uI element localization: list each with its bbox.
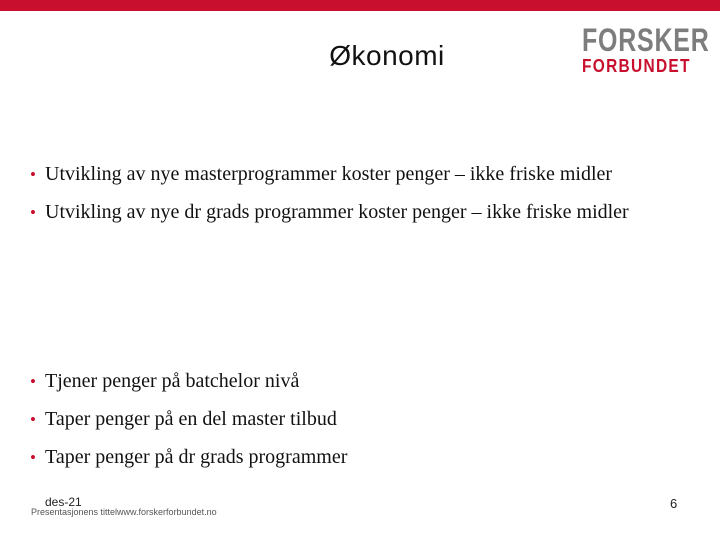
bullet-text: Utvikling av nye masterprogrammer koster penger – ikke friske midler [45, 163, 613, 185]
bullet-dot-icon: • [30, 372, 36, 391]
bullet-item [30, 443, 695, 472]
bullet-text: Utvikling av nye dr grads programmer koster penger – ikke friske midler [45, 201, 629, 223]
bullet-dot-icon: • [30, 165, 36, 184]
bullet-item [30, 367, 695, 396]
bullet-item [30, 405, 695, 434]
bullet-item [30, 160, 695, 189]
logo-line-forsker: FORSKER [582, 22, 710, 58]
bullet-dot-icon: • [30, 448, 36, 467]
bullet-text: Taper penger på dr grads programmer [45, 446, 348, 468]
slide-title: Økonomi [329, 40, 445, 71]
bullet-dot-icon: • [30, 203, 36, 222]
footer-text: Presentasjonens tittelwww.forskerforbundet.no [31, 507, 217, 517]
bullet-dot-icon: • [30, 410, 36, 429]
top-accent-bar [0, 0, 720, 11]
page-number: 6 [670, 496, 678, 511]
footer-date: des-21 [45, 495, 82, 509]
forskerforbundet-logo [582, 22, 710, 76]
bullet-list-top [30, 160, 695, 236]
bullet-text: Taper penger på en del master tilbud [45, 408, 337, 430]
bullet-text: Tjener penger på batchelor nivå [45, 370, 300, 392]
bullet-list-bottom [30, 367, 695, 481]
bullet-item [30, 198, 695, 227]
logo-line-forbundet: FORBUNDET [582, 56, 691, 76]
